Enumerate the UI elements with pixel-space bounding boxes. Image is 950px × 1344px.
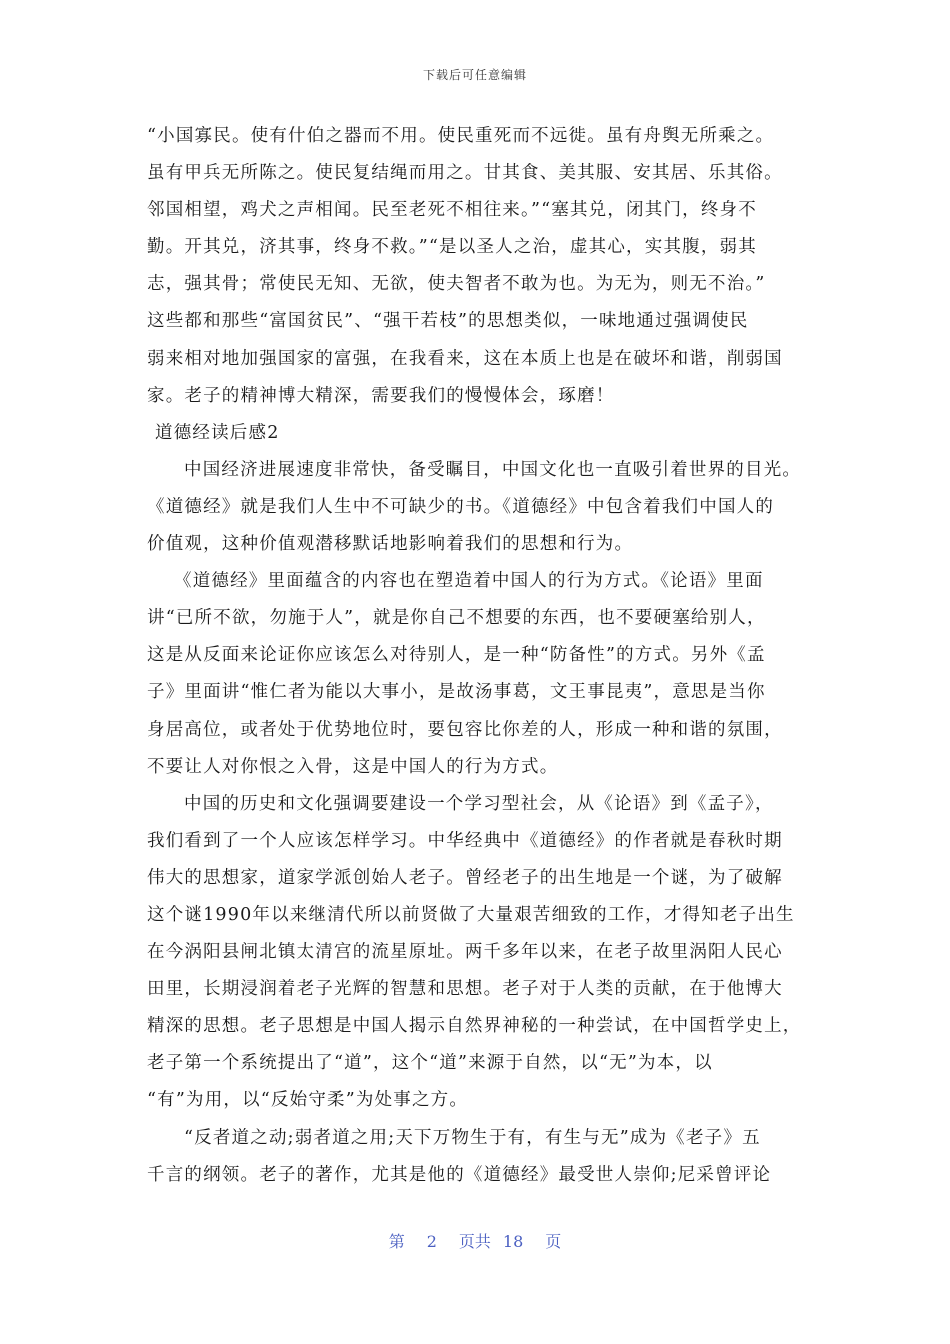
- text-line: 弱来相对地加强国家的富强，在我看来，这在本质上也是在破坏和谐，削弱国: [147, 348, 783, 369]
- text-line: 老子第一个系统提出了“道”，这个“道”来源于自然，以“无”为本，以: [147, 1053, 713, 1074]
- text-line: “反者道之动;弱者道之用;天下万物生于有，有生与无”成为《老子》五: [184, 1127, 761, 1148]
- text-line: 伟大的思想家，道家学派创始人老子。曾经老子的出生地是一个谜，为了破解: [147, 867, 783, 888]
- page-suffix: 页: [545, 1232, 562, 1251]
- section-heading: 道德经读后感2: [155, 422, 280, 443]
- text-line: 这是从反面来论证你应该怎么对待别人，是一种“防备性”的方式。另外《孟: [147, 645, 766, 666]
- text-line: 身居高位，或者处于优势地位时，要包容比你差的人，形成一种和谐的氛围，: [147, 719, 783, 740]
- page-footer: [0, 1229, 950, 1252]
- text-line: 精深的思想。老子思想是中国人揭示自然界神秘的一种尝试，在中国哲学史上，: [147, 1016, 802, 1037]
- page-prefix: 第: [388, 1232, 405, 1251]
- page-header: 下载后可任意编辑: [422, 68, 527, 82]
- text-line: 《道德经》就是我们人生中不可缺少的书。《道德经》中包含着我们中国人的: [147, 496, 775, 517]
- text-line: 这个谜1990年以来继清代所以前贤做了大量艰苦细致的工作，才得知老子出生: [147, 904, 795, 925]
- text-line: “小国寡民。使有什伯之器而不用。使民重死而不远徙。虽有舟舆无所乘之。: [147, 126, 775, 146]
- text-line: 中国的历史和文化强调要建设一个学习型社会，从《论语》到《孟子》，: [184, 793, 774, 814]
- text-line: 中国经济进展速度非常快，备受瞩目，中国文化也一直吸引着世界的目光。: [184, 459, 802, 480]
- text-line: “有”为用，以“反始守柔”为处事之方。: [147, 1090, 469, 1111]
- page-middle: 页共: [458, 1232, 491, 1251]
- text-line: 在今涡阳县闸北镇太清宫的流星原址。两千多年以来，在老子故里涡阳人民心: [147, 942, 783, 963]
- text-line: 田里，长期浸润着老子光辉的智慧和思想。老子对于人类的贡献，在于他博大: [147, 979, 783, 1000]
- text-line: 不要让人对你恨之入骨，这是中国人的行为方式。: [147, 756, 559, 777]
- text-line: 勤。开其兑，济其事，终身不救。”“是以圣人之治，虚其心，实其腹，弱其: [147, 237, 757, 258]
- text-line: 讲“已所不欲，勿施于人”，就是你自己不想要的东西，也不要硬塞给别人，: [147, 608, 766, 629]
- total-pages: 18: [502, 1232, 524, 1251]
- text-line: 邻国相望，鸡犬之声相闻。民至老死不相往来。”“塞其兑，闭其门，终身不: [147, 200, 757, 221]
- text-line: 虽有甲兵无所陈之。使民复结绳而用之。甘其食、美其服、安其居、乐其俗。: [147, 163, 783, 184]
- page-number: 2: [426, 1232, 437, 1251]
- text-line: 千言的纲领。老子的著作，尤其是他的《道德经》最受世人崇仰;尼采曾评论: [147, 1164, 772, 1185]
- document-body: [147, 118, 807, 1194]
- text-line: 价值观，这种价值观潜移默话地影响着我们的思想和行为。: [147, 534, 634, 555]
- text-line: 《道德经》里面蕴含的内容也在塑造着中国人的行为方式。《论语》里面: [174, 571, 764, 592]
- text-line: 这些都和那些“富国贫民”、“强干若枝”的思想类似，一味地通过强调使民: [147, 311, 749, 332]
- text-line: 子》里面讲“惟仁者为能以大事小，是故汤事葛，文王事昆夷”，意思是当你: [147, 682, 766, 703]
- text-line: 我们看到了一个人应该怎样学习。中华经典中《道德经》的作者就是春秋时期: [147, 830, 783, 851]
- text-line: 志，强其骨；常使民无知、无欲，使夫智者不敢为也。为无为，则无不治。”: [147, 274, 766, 295]
- text-line: 家。老子的精神博大精深，需要我们的慢慢体会，琢磨！: [147, 385, 615, 406]
